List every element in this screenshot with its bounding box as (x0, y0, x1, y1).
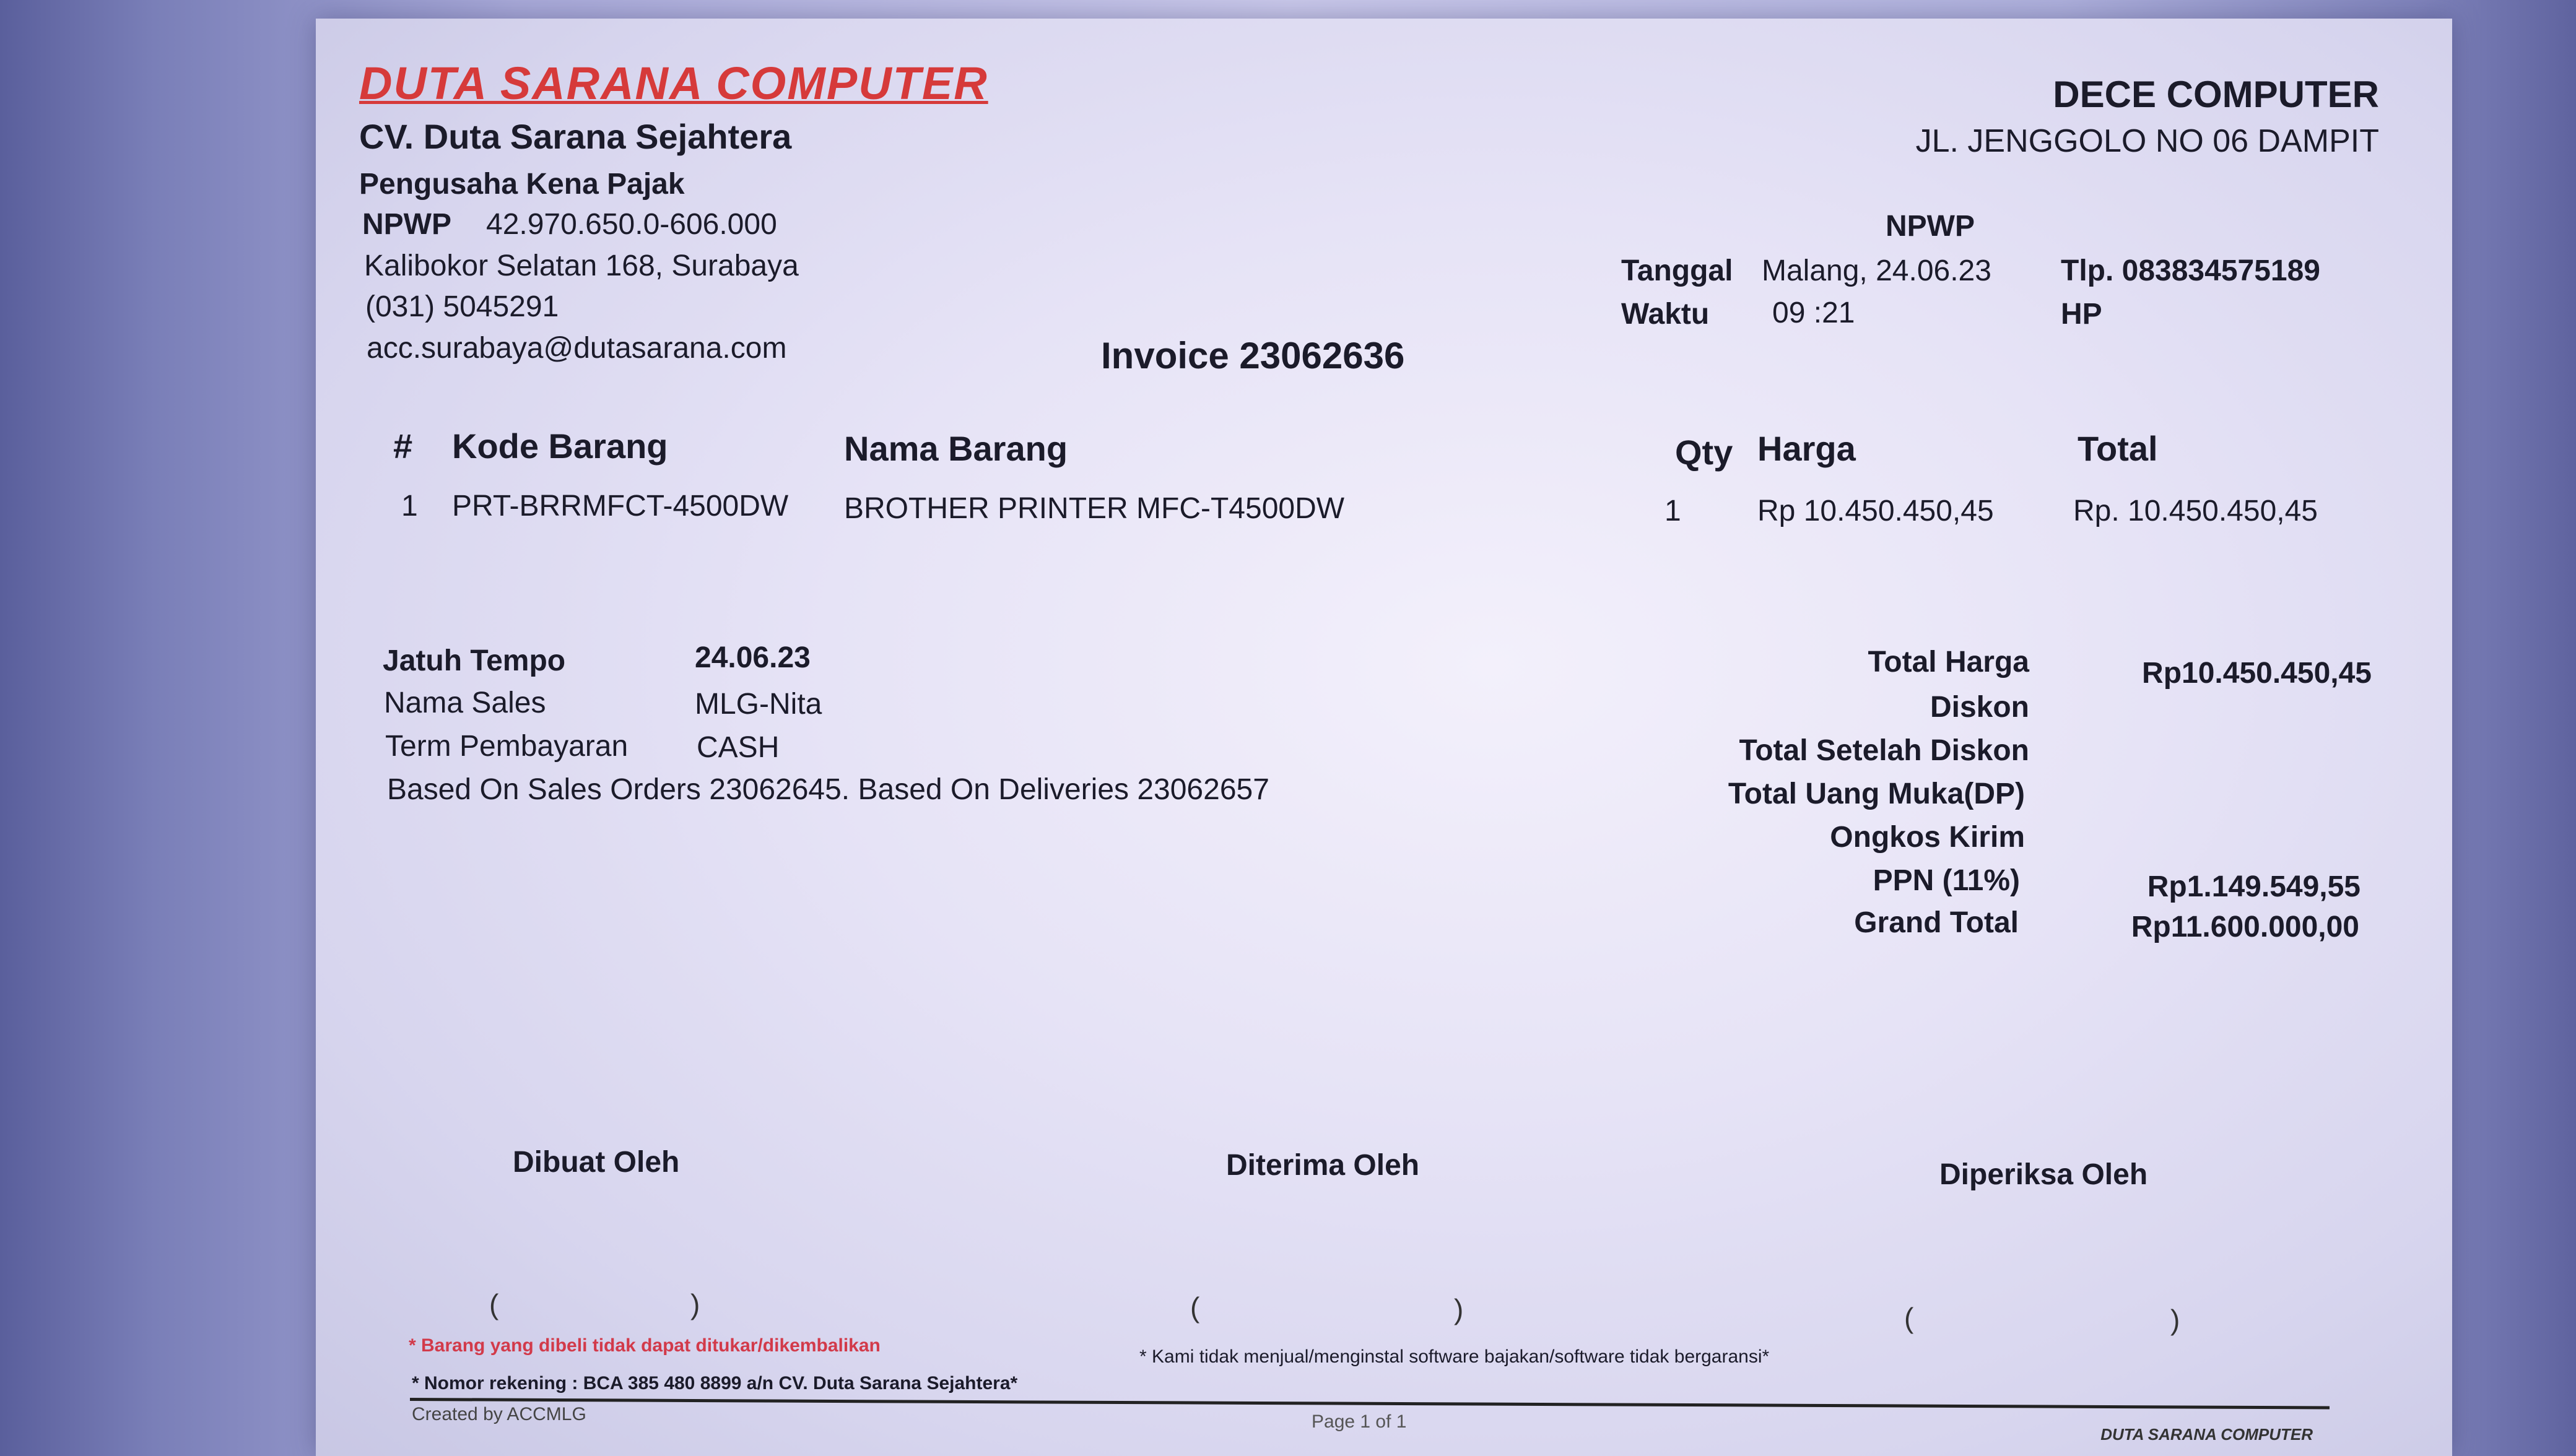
col-header-num: # (393, 427, 413, 466)
term-value: CASH (697, 731, 780, 764)
company-email: acc.surabaya@dutasarana.com (367, 332, 787, 365)
tax-status: Pengusaha Kena Pajak (359, 168, 685, 201)
sig-checked-close: ) (2170, 1304, 2180, 1336)
row-price: Rp 10.450.450,45 (1757, 495, 1994, 527)
col-header-qty: Qty (1675, 433, 1733, 472)
grand-total-value: Rp11.600.000,00 (2131, 911, 2359, 943)
company-npwp-value: 42.970.650.0-606.000 (486, 208, 777, 241)
col-header-name: Nama Barang (844, 429, 1068, 468)
sig-received-open: ( (1190, 1291, 1200, 1324)
setelah-diskon-label: Total Setelah Diskon (1739, 734, 2029, 767)
row-num: 1 (401, 490, 418, 522)
customer-address: JL. JENGGOLO NO 06 DAMPIT (1915, 123, 2379, 159)
note-no-return: * Barang yang dibeli tidak dapat ditukar/dikembalikan (409, 1335, 881, 1356)
time-value: 09 :21 (1772, 297, 1855, 329)
customer-npwp-label: NPWP (1886, 210, 1975, 243)
page-indicator: Page 1 of 1 (1312, 1411, 1407, 1432)
customer-name: DECE COMPUTER (2053, 74, 2379, 115)
received-by-label: Diterima Oleh (1226, 1149, 1420, 1182)
customer-tlp: Tlp. 083834575189 (2061, 254, 2320, 287)
row-name: BROTHER PRINTER MFC-T4500DW (844, 492, 1345, 525)
diskon-label: Diskon (1930, 691, 2029, 724)
due-value: 24.06.23 (695, 641, 811, 674)
sig-checked-open: ( (1904, 1302, 1914, 1334)
due-label: Jatuh Tempo (383, 644, 566, 677)
col-header-code: Kode Barang (452, 427, 668, 466)
total-harga-value: Rp10.450.450,45 (2142, 657, 2372, 690)
sig-made-close: ) (690, 1288, 700, 1320)
footer-brand: DUTA SARANA COMPUTER (2100, 1425, 2313, 1444)
sig-made-open: ( (489, 1288, 499, 1320)
hp-label: HP (2061, 298, 2102, 331)
col-header-price: Harga (1757, 429, 1856, 468)
term-label: Term Pembayaran (385, 730, 629, 763)
invoice-title: Invoice 23062636 (1101, 335, 1405, 376)
created-by: Created by ACCMLG (412, 1404, 586, 1424)
invoice-paper (316, 19, 2452, 1456)
ppn-label: PPN (11%) (1873, 864, 2020, 897)
date-label: Tanggal (1621, 254, 1733, 287)
row-total: Rp. 10.450.450,45 (2073, 495, 2318, 527)
made-by-label: Dibuat Oleh (513, 1146, 680, 1179)
col-header-total: Total (2078, 429, 2158, 468)
based-on-text: Based On Sales Orders 23062645. Based On Deliveries 23062657 (387, 773, 1269, 806)
total-harga-label: Total Harga (1868, 646, 2029, 678)
note-software: * Kami tidak menjual/menginstal software bajakan/software tidak bergaransi* (1139, 1346, 1770, 1367)
date-value: Malang, 24.06.23 (1762, 254, 1991, 287)
sales-label: Nama Sales (384, 687, 546, 719)
sig-received-close: ) (1454, 1293, 1464, 1325)
grand-total-label: Grand Total (1854, 906, 2019, 939)
company-address: Kalibokor Selatan 168, Surabaya (364, 249, 799, 282)
company-logo: DUTA SARANA COMPUTER (359, 58, 988, 109)
ppn-value: Rp1.149.549,55 (2147, 870, 2361, 903)
note-bank: * Nomor rekening : BCA 385 480 8899 a/n CV. Duta Sarana Sejahtera* (412, 1373, 1018, 1393)
row-code: PRT-BRRMFCT-4500DW (452, 490, 789, 522)
ongkos-label: Ongkos Kirim (1830, 821, 2025, 854)
row-qty: 1 (1664, 495, 1681, 527)
company-phone: (031) 5045291 (365, 290, 559, 323)
time-label: Waktu (1621, 298, 1710, 331)
checked-by-label: Diperiksa Oleh (1939, 1158, 2148, 1191)
uang-muka-label: Total Uang Muka(DP) (1728, 778, 2025, 810)
sales-value: MLG-Nita (695, 688, 822, 721)
company-npwp-label: NPWP (362, 208, 451, 241)
footer-rule (410, 1398, 2330, 1410)
company-name: CV. Duta Sarana Sejahtera (359, 117, 792, 156)
